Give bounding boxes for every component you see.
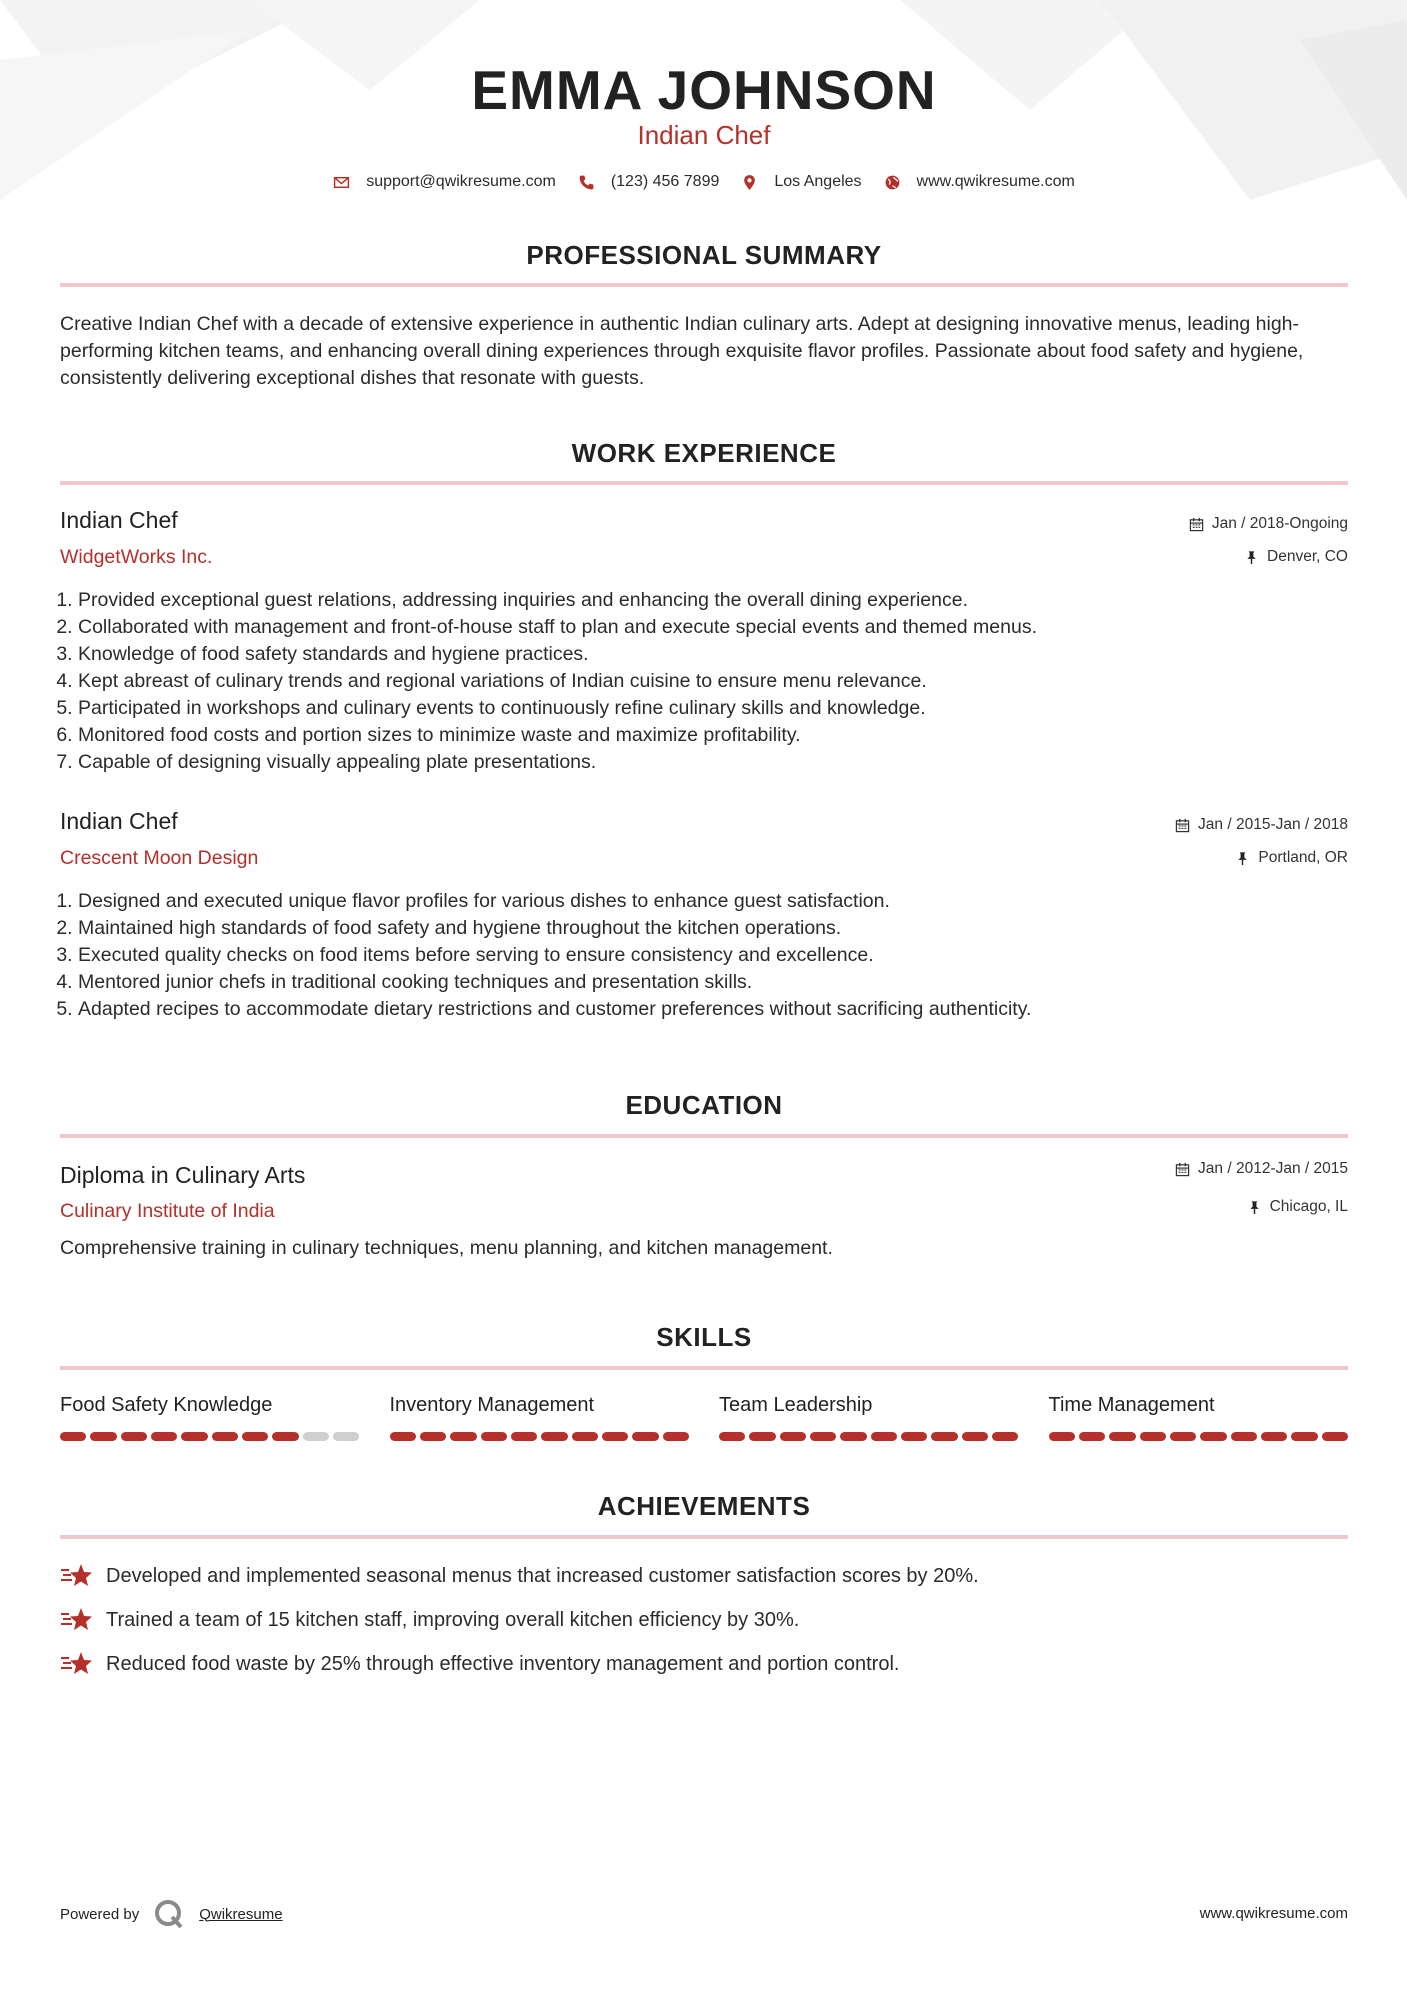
skill-segment-filled — [749, 1432, 775, 1441]
skill-segment-empty — [303, 1432, 329, 1441]
achievement-text: Developed and implemented seasonal menus that increased customer satisfaction scores by 20%. — [106, 1564, 979, 1587]
experience-heading: WORK EXPERIENCE — [571, 438, 837, 468]
skill-segment-filled — [60, 1432, 86, 1441]
job-location — [1244, 548, 1348, 566]
phone-text: (123) 456 7899 — [610, 173, 720, 190]
skill-segment-filled — [1109, 1432, 1135, 1441]
achievement-item — [60, 1562, 1348, 1590]
contact-phone[interactable] — [578, 173, 720, 191]
skill-segment-filled — [840, 1432, 866, 1441]
list-item: 4. Kept abreast of culinary trends and regional variations of Indian cuisine to ensure menu relevance. — [78, 668, 1366, 695]
skill-segment-filled — [420, 1432, 446, 1441]
email-text: support@qwikresume.com — [366, 173, 556, 190]
summary-text: Creative Indian Chef with a decade of extensive experience in authentic Indian culinary arts. Adept at designing innovative menus, leading high-performing kitchen teams, and enhancing overall dining experiences through exquisite flavor profiles. Passionate about food safety and hygiene, consistently delivering exceptional dishes that resonate with guests. — [60, 313, 1304, 389]
skill-segment-filled — [481, 1432, 507, 1441]
skill-segment-filled — [90, 1432, 116, 1441]
school-name: Culinary Institute of India — [60, 1200, 275, 1222]
contact-location — [741, 173, 861, 191]
skills-divider — [60, 1366, 1348, 1370]
job-date — [1175, 816, 1348, 834]
achievement-text: Trained a team of 15 kitchen staff, improving overall kitchen efficiency by 30%. — [106, 1608, 800, 1631]
candidate-role: Indian Chef — [637, 120, 771, 150]
skill-segment-filled — [1291, 1432, 1317, 1441]
skill-segment-filled — [541, 1432, 567, 1441]
experience-divider — [60, 481, 1348, 485]
list-item: 1. Provided exceptional guest relations, addressing inquiries and enhancing the overall dining experience. — [78, 587, 1366, 614]
star-icon — [60, 1562, 94, 1590]
list-item: 4. Mentored junior chefs in traditional cooking techniques and presentation skills. — [78, 969, 1366, 996]
education-location — [1247, 1198, 1348, 1216]
footer-website[interactable]: www.qwikresume.com — [1199, 1905, 1348, 1922]
skill-segment-filled — [511, 1432, 537, 1441]
job-date-text: Jan / 2018-Ongoing — [1211, 515, 1348, 532]
skill-segment-filled — [719, 1432, 745, 1441]
pushpin-icon — [1247, 1200, 1262, 1215]
qwikresume-logo-icon — [153, 1898, 185, 1930]
skill-segment-filled — [272, 1432, 298, 1441]
achievements-heading: ACHIEVEMENTS — [597, 1491, 811, 1521]
skill-segment-filled — [1079, 1432, 1105, 1441]
skill-item — [1049, 1394, 1349, 1441]
contact-email[interactable] — [333, 173, 556, 191]
skill-segment-filled — [390, 1432, 416, 1441]
skill-segment-filled — [212, 1432, 238, 1441]
star-icon — [60, 1650, 94, 1678]
job-date — [1189, 515, 1348, 533]
calendar-icon — [1175, 1162, 1190, 1177]
location-text: Los Angeles — [774, 173, 862, 190]
brand-link[interactable]: Qwikresume — [199, 1905, 283, 1923]
list-item: 5. Adapted recipes to accommodate dietary restrictions and customer preferences without sacrificing authenticity. — [78, 996, 1366, 1023]
skill-segment-filled — [962, 1432, 988, 1441]
list-item: 1. Designed and executed unique flavor profiles for various dishes to enhance guest satisfaction. — [78, 888, 1366, 915]
job-bullets — [60, 888, 1366, 1023]
skill-segment-filled — [151, 1432, 177, 1441]
achievements-divider — [60, 1535, 1348, 1539]
skill-segment-filled — [1261, 1432, 1287, 1441]
skill-item — [60, 1394, 360, 1441]
candidate-name: EMMA JOHNSON — [471, 59, 937, 121]
skill-item — [719, 1394, 1019, 1441]
skill-name: Inventory Management — [389, 1394, 595, 1416]
list-item: 2. Maintained high standards of food safety and hygiene throughout the kitchen operations. — [78, 915, 1366, 942]
education-divider — [60, 1134, 1348, 1138]
summary-divider — [60, 283, 1348, 287]
skill-rating — [1049, 1432, 1349, 1441]
skill-segment-filled — [450, 1432, 476, 1441]
skill-name: Team Leadership — [719, 1394, 873, 1416]
contact-bar — [60, 173, 1348, 191]
list-item: 2. Collaborated with management and front-of-house staff to plan and execute special events and themed menus. — [78, 614, 1366, 641]
job-location — [1235, 849, 1348, 867]
skills-heading: SKILLS — [656, 1322, 752, 1352]
skill-segment-filled — [572, 1432, 598, 1441]
job-location-text: Portland, OR — [1258, 849, 1348, 866]
education-date-text: Jan / 2012-Jan / 2015 — [1198, 1160, 1348, 1177]
skill-segment-filled — [121, 1432, 147, 1441]
summary-heading: PROFESSIONAL SUMMARY — [526, 240, 882, 270]
pushpin-icon — [1235, 851, 1250, 866]
list-item: 6. Monitored food costs and portion sizes to minimize waste and maximize profitability. — [78, 722, 1366, 749]
skill-segment-filled — [780, 1432, 806, 1441]
job-company: WidgetWorks Inc. — [60, 546, 213, 568]
pushpin-icon — [1244, 550, 1259, 565]
job-title: Indian Chef — [60, 507, 178, 533]
list-item: 5. Participated in workshops and culinary events to continuously refine culinary skills and knowledge. — [78, 695, 1366, 722]
education-location-text: Chicago, IL — [1269, 1198, 1348, 1215]
job-company: Crescent Moon Design — [60, 847, 259, 869]
skill-rating — [719, 1432, 1019, 1441]
achievement-item — [60, 1650, 1348, 1678]
skill-item — [390, 1394, 690, 1441]
skill-rating — [60, 1432, 360, 1441]
achievement-text: Reduced food waste by 25% through effective inventory management and portion control. — [106, 1652, 900, 1675]
job-location-text: Denver, CO — [1267, 548, 1348, 565]
envelope-icon — [333, 174, 350, 191]
job-bullets — [60, 587, 1366, 776]
skill-name: Food Safety Knowledge — [60, 1394, 273, 1416]
skill-segment-filled — [1049, 1432, 1075, 1441]
skill-segment-filled — [1170, 1432, 1196, 1441]
list-item: 3. Executed quality checks on food items before serving to ensure consistency and excellence. — [78, 942, 1366, 969]
footer-branding — [60, 1898, 283, 1930]
list-item: 3. Knowledge of food safety standards and hygiene practices. — [78, 641, 1366, 668]
job-date-text: Jan / 2015-Jan / 2018 — [1198, 816, 1348, 833]
skill-segment-filled — [1231, 1432, 1257, 1441]
skill-segment-filled — [181, 1432, 207, 1441]
contact-website[interactable] — [884, 173, 1075, 191]
education-date — [1175, 1160, 1348, 1178]
phone-icon — [578, 174, 595, 191]
skill-segment-filled — [871, 1432, 897, 1441]
calendar-icon — [1175, 818, 1190, 833]
map-pin-icon — [741, 174, 758, 191]
skill-segment-filled — [992, 1432, 1018, 1441]
skill-segment-filled — [810, 1432, 836, 1441]
skills-grid — [60, 1394, 1348, 1441]
skill-segment-filled — [663, 1432, 689, 1441]
star-icon — [60, 1606, 94, 1634]
website-text: www.qwikresume.com — [916, 173, 1075, 190]
achievement-item — [60, 1606, 1348, 1634]
skill-segment-filled — [901, 1432, 927, 1441]
skill-segment-filled — [931, 1432, 957, 1441]
calendar-icon — [1189, 517, 1204, 532]
powered-by-label: Powered by — [60, 1905, 140, 1923]
degree-title: Diploma in Culinary Arts — [60, 1162, 306, 1188]
skill-segment-filled — [1200, 1432, 1226, 1441]
skill-segment-empty — [333, 1432, 359, 1441]
skill-name: Time Management — [1048, 1394, 1215, 1416]
skill-segment-filled — [242, 1432, 268, 1441]
skill-segment-filled — [602, 1432, 628, 1441]
list-item: 7. Capable of designing visually appealing plate presentations. — [78, 749, 1366, 776]
skill-segment-filled — [1140, 1432, 1166, 1441]
globe-icon — [884, 174, 901, 191]
skill-segment-filled — [1322, 1432, 1348, 1441]
skill-rating — [390, 1432, 690, 1441]
education-heading: EDUCATION — [625, 1090, 783, 1120]
education-description: Comprehensive training in culinary techniques, menu planning, and kitchen management. — [60, 1237, 833, 1259]
skill-segment-filled — [632, 1432, 658, 1441]
job-title: Indian Chef — [60, 808, 178, 834]
